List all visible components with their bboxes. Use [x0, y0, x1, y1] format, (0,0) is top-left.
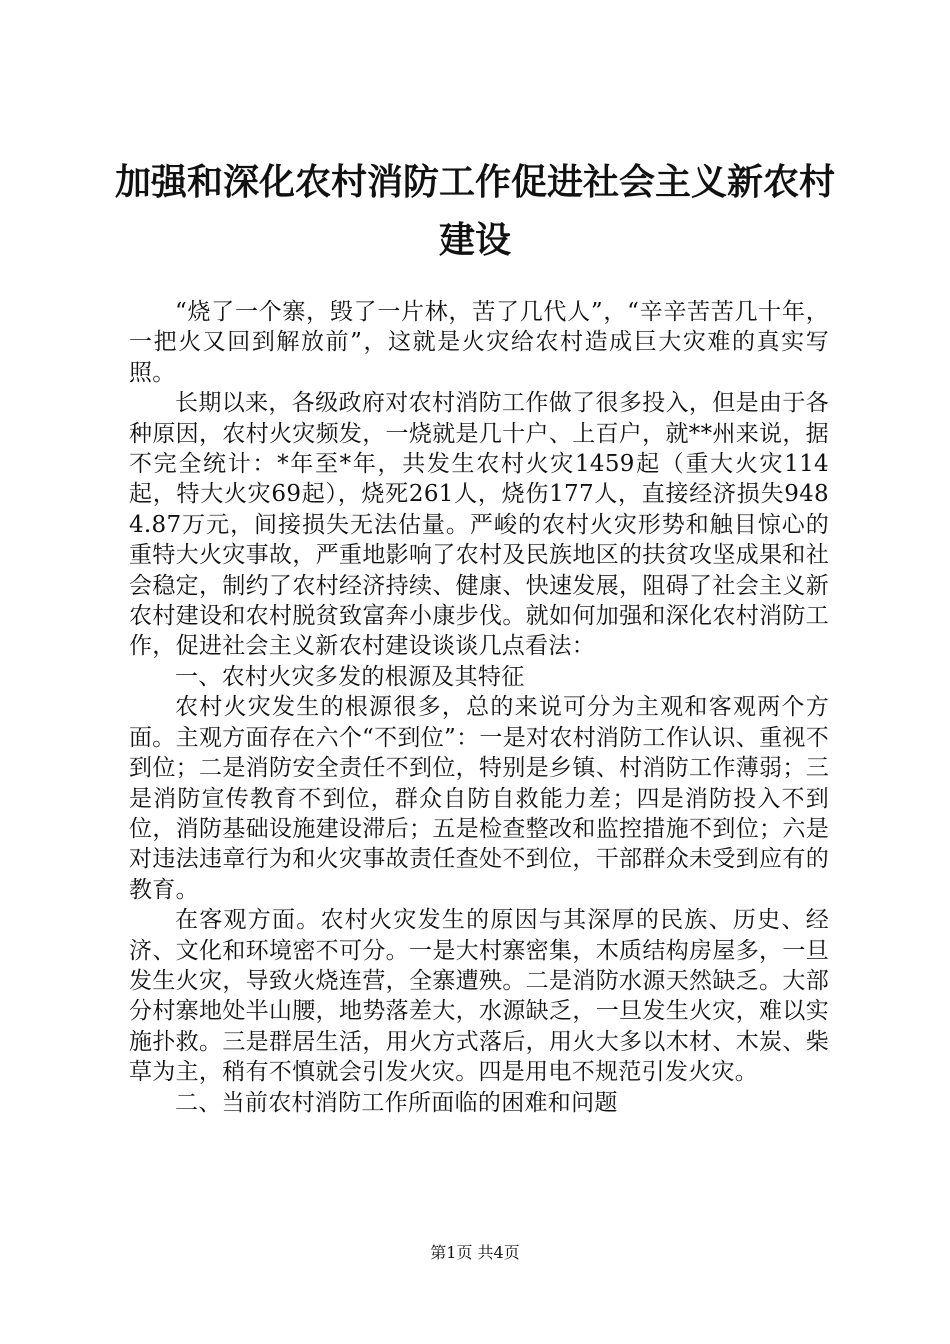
document-body — [129, 297, 829, 1118]
section-heading-2: 二、当前农村消防工作所面临的困难和问题 — [175, 1089, 618, 1116]
section-heading-1: 一、农村火灾多发的根源及其特征 — [175, 663, 525, 690]
paragraph-background: 长期以来，各级政府对农村消防工作做了很多投入，但是由于各种原因，农村火灾频发，一烧就是几十户、上百户，就**州来说，据不完全统计：*年至*年，共发生农村火灾1459起（重大火灾114起，特大火灾69起），烧死261人，烧伤177人，直接经济损失9484.87万元，间接损失无法估量。严峻的农村火灾形势和触目惊心的重特大火灾事故，严重地影响了农村及民族地区的扶贫攻坚成果和社会稳定，制约了农村经济持续、健康、快速发展，阻碍了社会主义新农村建设和农村脱贫致富奔小康步伐。就如何加强和深化农村消防工作，促进社会主义新农村建设谈谈几点看法： — [129, 390, 829, 660]
document-title-line-1: 加强和深化农村消防工作促进社会主义新农村 — [114, 162, 835, 203]
paragraph-objective-causes: 在客观方面。农村火灾发生的原因与其深厚的民族、历史、经济、文化和环境密不可分。一是大村寨密集，木质结构房屋多，一旦发生火灾，导致火烧连营，全寨遭殃。二是消防水源天然缺乏。大部分村寨地处半山腰，地势落差大，水源缺乏，一旦发生火灾，难以实施扑救。三是群居生活，用火方式落后，用火大多以木材、木炭、柴草为主，稍有不慎就会引发火灾。四是用电不规范引发火灾。 — [129, 907, 829, 1086]
document-title-line-2: 建设 — [438, 220, 511, 261]
page-number-footer: 第1页 共4页 — [430, 1243, 520, 1262]
paragraph-intro: “烧了一个寨，毁了一片林，苦了几代人”，“辛辛苦苦几十年，一把火又回到解放前”，这就是火灾给农村造成巨大灾难的真实写照。 — [129, 299, 829, 386]
paragraph-subjective-causes: 农村火灾发生的根源很多，总的来说可分为主观和客观两个方面。主观方面存在六个“不到位”：一是对农村消防工作认识、重视不到位；二是消防安全责任不到位，特别是乡镇、村消防工作薄弱；三是消防宣传教育不到位，群众自防自救能力差；四是消防投入不到位，消防基础设施建设滞后；五是检查整改和监控措施不到位；六是对违法违章行为和火灾事故责任查处不到位，干部群众未受到应有的教育。 — [129, 694, 829, 903]
